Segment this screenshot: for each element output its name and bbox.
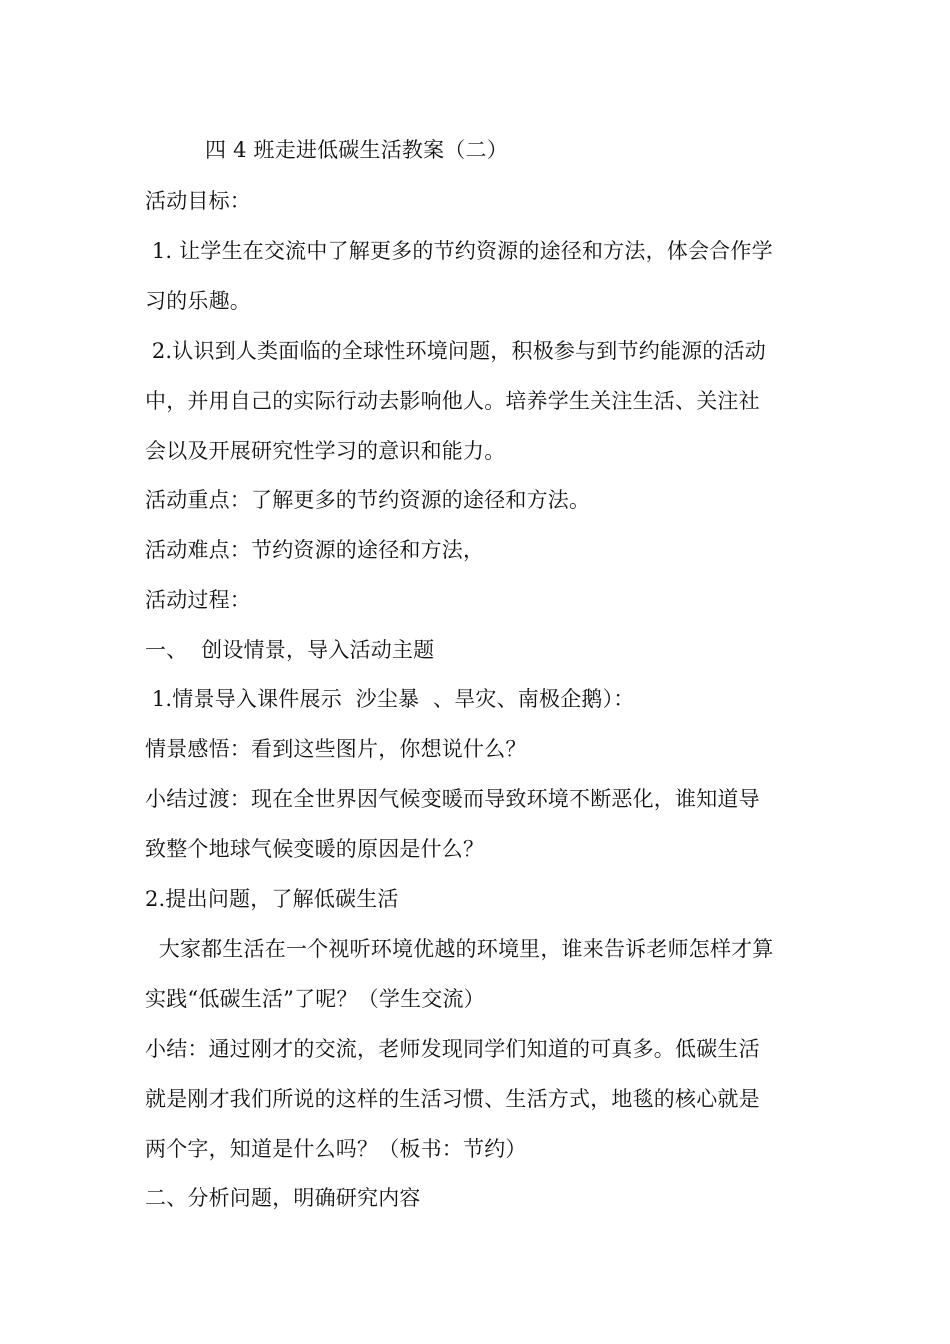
section-heading: 一、 创设情景，导入活动主题 xyxy=(145,638,435,662)
paragraph-line: 致整个地球气候变暖的原因是什么？ xyxy=(145,837,485,861)
document-title: 四 4 班走进低碳生活教案（二） xyxy=(205,138,508,162)
paragraph-line: 小结过渡：现在全世界因气候变暖而导致环境不断恶化，谁知道导 xyxy=(145,787,760,811)
paragraph-line: 2.提出问题，了解低碳生活 xyxy=(145,887,399,911)
paragraph-line: 2.认识到人类面临的全球性环境问题，积极参与到节约能源的活动 xyxy=(145,339,766,363)
paragraph-line: 1. 让学生在交流中了解更多的节约资源的途径和方法，体会合作学 xyxy=(145,239,773,263)
paragraph-line: 活动过程： xyxy=(145,588,251,612)
paragraph-line: 活动重点：了解更多的节约资源的途径和方法。 xyxy=(145,488,591,512)
paragraph-line: 活动难点：节约资源的途径和方法， xyxy=(145,538,485,562)
paragraph-line: 就是刚才我们所说的这样的生活习惯、生活方式，地毯的核心就是 xyxy=(145,1087,760,1111)
paragraph-line: 实践“低碳生活”了呢？（学生交流） xyxy=(145,987,485,1011)
paragraph-line: 中，并用自己的实际行动去影响他人。培养学生关注生活、关注社 xyxy=(145,389,760,413)
paragraph-line: 习的乐趣。 xyxy=(145,289,251,313)
paragraph-line: 情景感悟：看到这些图片，你想说什么？ xyxy=(145,737,527,761)
paragraph-line: 小结：通过刚才的交流，老师发现同学们知道的可真多。低碳生活 xyxy=(145,1037,760,1061)
paragraph-line: 活动目标： xyxy=(145,189,251,213)
paragraph-line: 1.情景导入课件展示 沙尘暴 、旱灾、南极企鹅）： xyxy=(145,687,635,711)
paragraph-line: 两个字，知道是什么吗？（板书：节约） xyxy=(145,1137,527,1161)
paragraph-line: 会以及开展研究性学习的意识和能力。 xyxy=(145,439,506,463)
section-heading: 二、分析问题，明确研究内容 xyxy=(145,1186,421,1210)
paragraph-line: 大家都生活在一个视听环境优越的环境里，谁来告诉老师怎样才算 xyxy=(145,937,774,961)
